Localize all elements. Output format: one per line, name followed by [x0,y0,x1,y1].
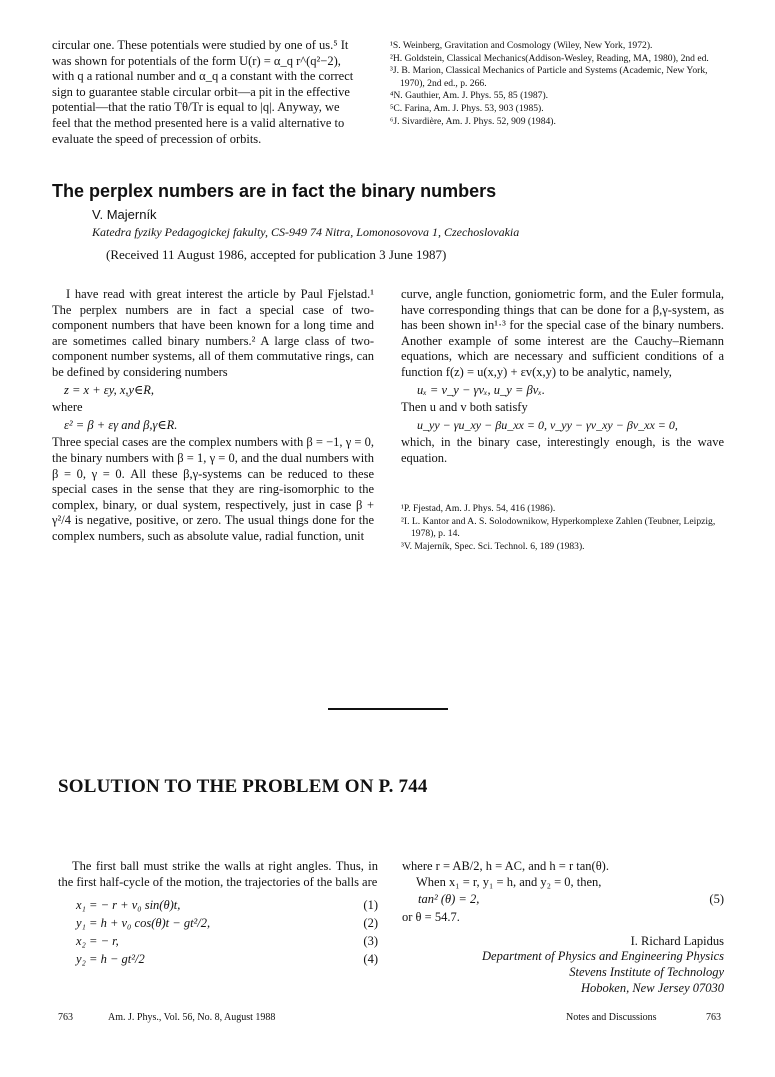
text-line: When x₁ = r, y₁ = h, and y₂ = 0, then, [416,874,602,889]
received-date: (Received 11 August 1986, accepted for publication 3 June 1987) [106,247,447,262]
signature-department: Department of Physics and Engineering Physics [482,949,724,964]
reference: ²H. Goldstein, Classical Mechanics(Addison-Wesley, Reading, MA, 1980), 2nd ed. [390,52,709,64]
equation: y₁ = h + v₀ cos(θ)t − gt²/2, [76,916,211,931]
equation-number: (3) [363,934,378,949]
equation: uₓ = v_y − γvₓ, u_y = βvₓ. [417,382,545,397]
reference: ⁵C. Farina, Am. J. Phys. 53, 903 (1985). [390,102,544,114]
equation: tan² (θ) = 2, [418,892,480,907]
text-line: circular one. These potentials were studied by one of us.⁵ It [52,38,349,52]
footer-page-right: 763 [706,1012,721,1023]
paragraph: curve, angle function, goniometric form, and the Euler formula, have corresponding things that can be done for a β,γ-system, as has been shown in¹·³ for the special case of the binary numbers. Another example of some interest are the Cauchy–Riemann equations, which are necessary and sufficient conditions of a function f(z) = u(x,y) + εv(x,y) to be analytic, namely, [401,287,724,379]
equation: ε² = β + εγ and β,γ∈R. [64,417,178,432]
equation: z = x + εy, x,y∈R, [64,382,155,397]
reference: ³J. B. Marion, Classical Mechanics of Particle and Systems (Academic, New York, 1970), 2nd ed., p. 266. [390,65,708,89]
text-line: with q a rational number and α_q a constant with the correct [52,69,354,84]
reference: ¹S. Weinberg, Gravitation and Cosmology (Wiley, New York, 1972). [390,40,653,51]
signature-name: I. Richard Lapidus [630,933,724,948]
author-name: V. Majerník [92,207,157,222]
top-references [390,40,725,128]
solution-title: SOLUTION TO THE PROBLEM ON P. 744 [58,776,428,797]
reference: ⁶J. Sivardière, Am. J. Phys. 52, 909 (1984). [390,115,556,127]
equation-number: (4) [363,952,378,967]
equation-row [58,952,378,970]
text-line: evaluate the speed of precession of orbits. [52,131,262,146]
footer-page-left: 763 [58,1012,73,1023]
equation-number: (2) [363,916,378,931]
article1-left-column [52,287,374,545]
equation-row [58,934,378,952]
equation-row [402,892,724,910]
text-line: feel that the method presented here is a valid alternative to [52,115,345,130]
text-line: or θ = 54.7. [402,910,460,925]
reference: ³V. Majerník, Spec. Sci. Technol. 6, 189 (1983). [401,540,585,552]
reference: ²I. L. Kantor and A. S. Solodownikow, Hyperkomplexe Zahlen (Teubner, Leipzig, 1978), p. 14. [401,515,716,540]
paragraph: Then u and v both satisfy [401,400,528,415]
text-line: sign to guarantee stable circular orbit—a pit in the effective [52,84,350,99]
text-line: where r = AB/2, h = AC, and h = r tan(θ). [402,859,609,873]
equation: x₁ = − r + v₀ sin(θ)t, [76,898,181,913]
text-where: where [52,400,83,415]
equation-row [58,916,378,934]
reference: ⁴N. Gauthier, Am. J. Phys. 55, 85 (1987). [390,90,549,102]
footer-section: Notes and Discussions [566,1012,657,1023]
article-title: The perplex numbers are in fact the binary numbers [52,181,497,201]
signature-block [402,934,724,996]
equation: x₂ = − r, [76,934,119,949]
reference: ¹P. Fjestad, Am. J. Phys. 54, 416 (1986). [401,503,556,514]
equation-row [58,898,378,916]
author-affiliation: Katedra fyziky Pedagogickej fakulty, CS-949 74 Nitra, Lomonosovova 1, Czechoslovakia [92,225,520,239]
text-line: was shown for potentials of the form U(r) = α_q r^(q²−2), [52,53,341,68]
top-continuation-text [52,38,375,147]
article1-right-column [401,287,724,467]
paragraph: I have read with great interest the article by Paul Fjelstad.¹ The perplex numbers are in fact a special case of two-component numbers that have been known for a long time and are sometimes called binary numbers.² A large class of two-component number systems, all of them commutative rings, can be defined by considering numbers [52,287,374,379]
paragraph: which, in the binary case, interestingly enough, is the wave equation. [401,435,724,465]
footer-journal: Am. J. Phys., Vol. 56, No. 8, August 1988 [108,1012,276,1023]
paragraph: Three special cases are the complex numbers with β = −1, γ = 0, the binary numbers with β = 1, γ = 0, and the dual numbers with β = 0, γ = 0. All these β,γ-systems can be reduced to these special cases in the sense that they are ring-isomorphic to the complex, binary, or dual system, respectively, just in case β + γ²/4 is negative, positive, or zero. The usual things done for the complex numbers, such as absolute value, radial function, unit [52,435,374,543]
paragraph: The first ball must strike the walls at right angles. Thus, in the first half-cycle of the motion, the trajectories of the balls are [58,859,378,889]
text-line: potential—that the ratio Tθ/Tr is equal to |q|. Anyway, we [52,100,340,115]
signature-city: Hoboken, New Jersey 07030 [580,980,724,995]
section-divider [328,708,448,710]
solution-right-column [402,859,724,996]
equation-number: (1) [363,898,378,913]
equation-number: (5) [709,892,724,907]
signature-institution: Stevens Institute of Technology [569,964,724,979]
equation: u_yy − γu_xy − βu_xx = 0, v_yy − γv_xy − βv_xx = 0, [417,417,678,432]
equation: y₂ = h − gt²/2 [76,952,145,967]
article1-references [401,503,724,553]
solution-left-column [58,859,378,970]
